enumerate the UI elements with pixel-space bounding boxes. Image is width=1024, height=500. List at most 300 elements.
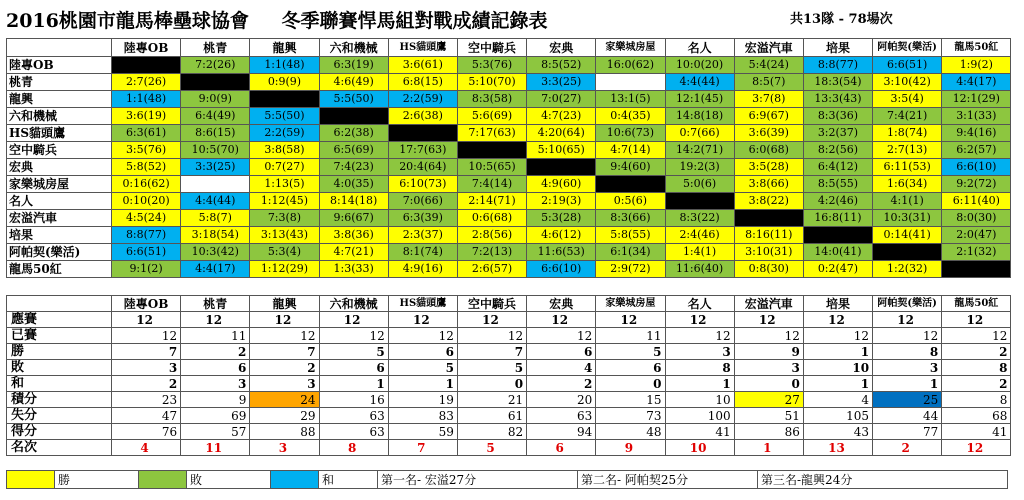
match-cell: 5:8(55): [596, 227, 665, 244]
standings-table: [6, 295, 1011, 456]
stats-value: 0: [734, 376, 803, 392]
match-cell: 3:18(54): [181, 227, 250, 244]
stats-value: 12: [457, 328, 526, 344]
stats-value: 68: [942, 408, 1011, 424]
stats-value: 8: [873, 344, 942, 360]
row-header: 阿帕契(樂活): [7, 244, 112, 261]
match-cell: 3:3(25): [527, 74, 596, 91]
match-cell: 3:2(37): [803, 125, 872, 142]
match-cell: 3:10(42): [873, 74, 942, 91]
match-cell: 3:6(39): [734, 125, 803, 142]
row-header: 培果: [7, 227, 112, 244]
match-cell: 1:4(1): [665, 244, 734, 261]
match-cell: 5:3(76): [457, 57, 526, 74]
match-cell: 2:9(72): [596, 261, 665, 278]
stats-value: 12: [388, 328, 457, 344]
stats-value: 27: [734, 392, 803, 408]
matrix-row: [7, 210, 1011, 227]
match-cell: 4:5(24): [112, 210, 181, 227]
stats-value: 29: [250, 408, 319, 424]
match-cell: 5:3(28): [527, 210, 596, 227]
match-cell: 1:9(2): [942, 57, 1011, 74]
match-cell: 8:16(11): [734, 227, 803, 244]
stats-label: 失分: [7, 408, 112, 424]
match-cell: [250, 91, 319, 108]
match-cell: [527, 159, 596, 176]
column-header: HS貓頭鷹: [388, 39, 457, 57]
stats-value: 12: [250, 328, 319, 344]
stats-value: 7: [388, 440, 457, 456]
stats-value: 12: [596, 312, 665, 328]
stats-value: 3: [873, 360, 942, 376]
match-cell: 5:4(24): [734, 57, 803, 74]
stats-value: 61: [457, 408, 526, 424]
stats-value: 0: [457, 376, 526, 392]
match-cell: 7:2(13): [457, 244, 526, 261]
stats-column-header: 培果: [803, 296, 872, 312]
match-cell: [388, 125, 457, 142]
stats-row-scored: [7, 424, 1011, 440]
match-cell: 7:4(23): [319, 159, 388, 176]
row-header: 六和機械: [7, 108, 112, 125]
stats-value: 12: [457, 312, 526, 328]
column-header: 名人: [665, 39, 734, 57]
stats-value: 11: [181, 328, 250, 344]
stats-value: 94: [527, 424, 596, 440]
stats-value: 12: [665, 312, 734, 328]
match-cell: 14:8(18): [665, 108, 734, 125]
match-cell: 20:4(64): [388, 159, 457, 176]
stats-value: 12: [734, 328, 803, 344]
match-cell: 2:7(13): [873, 142, 942, 159]
stats-value: 5: [596, 344, 665, 360]
match-cell: 0:7(66): [665, 125, 734, 142]
column-header: 阿帕契(樂活): [873, 39, 942, 57]
stats-value: 77: [873, 424, 942, 440]
match-cell: 6:9(67): [734, 108, 803, 125]
stats-value: 12: [181, 312, 250, 328]
stats-value: 7: [457, 344, 526, 360]
match-cell: 0:9(9): [250, 74, 319, 91]
stats-column-header: 陸專OB: [112, 296, 181, 312]
legend-tie-swatch: [271, 471, 319, 489]
stats-column-header: 龍馬50紅: [942, 296, 1011, 312]
match-cell: 0:6(68): [457, 210, 526, 227]
stats-value: 7: [250, 344, 319, 360]
stats-value: 12: [873, 328, 942, 344]
match-cell: 2:0(47): [942, 227, 1011, 244]
second-place-note: 第二名- 阿帕契25分: [578, 471, 758, 489]
match-cell: 6:6(51): [112, 244, 181, 261]
stats-value: 8: [319, 440, 388, 456]
stats-value: 15: [596, 392, 665, 408]
match-cell: 2:14(71): [457, 193, 526, 210]
stats-value: 2: [942, 344, 1011, 360]
match-matrix: [6, 38, 1011, 278]
stats-value: 4: [112, 440, 181, 456]
match-cell: 6:11(40): [942, 193, 1011, 210]
match-cell: 7:0(27): [527, 91, 596, 108]
match-cell: 12:1(45): [665, 91, 734, 108]
stats-value: 12: [527, 328, 596, 344]
stats-corner: [7, 296, 112, 312]
match-cell: 18:3(54): [803, 74, 872, 91]
stats-column-header: 名人: [665, 296, 734, 312]
stats-value: 12: [527, 312, 596, 328]
stats-value: 41: [942, 424, 1011, 440]
match-cell: 3:8(36): [319, 227, 388, 244]
match-cell: 5:6(69): [457, 108, 526, 125]
stats-value: 2: [873, 440, 942, 456]
third-place-note: 第三名-龍興24分: [758, 471, 1008, 489]
matrix-row: [7, 176, 1011, 193]
match-cell: 5:3(4): [250, 244, 319, 261]
match-cell: 9:4(60): [596, 159, 665, 176]
stats-value: 73: [596, 408, 665, 424]
stats-value: 10: [665, 440, 734, 456]
stats-value: 6: [388, 344, 457, 360]
stats-value: 13: [803, 440, 872, 456]
match-cell: [181, 176, 250, 193]
title-main: 2016桃園市龍馬棒壘球協會: [6, 10, 249, 32]
match-cell: 4:0(35): [319, 176, 388, 193]
stats-value: 12: [734, 312, 803, 328]
stats-label: 得分: [7, 424, 112, 440]
match-cell: 2:2(59): [250, 125, 319, 142]
match-cell: 6:6(10): [527, 261, 596, 278]
stats-value: 11: [181, 440, 250, 456]
stats-value: 12: [803, 328, 872, 344]
match-cell: 6:3(61): [112, 125, 181, 142]
match-cell: 6:6(10): [942, 159, 1011, 176]
stats-column-header: 六和機械: [319, 296, 388, 312]
stats-value: 69: [181, 408, 250, 424]
stats-row-rank: [7, 440, 1011, 456]
match-cell: 3:6(19): [112, 108, 181, 125]
match-cell: 8:5(7): [734, 74, 803, 91]
stats-value: 1: [873, 376, 942, 392]
match-cell: 13:3(43): [803, 91, 872, 108]
stats-column-header: 宏溢汽車: [734, 296, 803, 312]
stats-value: 1: [803, 344, 872, 360]
stats-value: 3: [665, 344, 734, 360]
match-cell: 0:7(27): [250, 159, 319, 176]
match-cell: 4:9(60): [527, 176, 596, 193]
stats-value: 10: [665, 392, 734, 408]
row-header: 宏典: [7, 159, 112, 176]
row-header: 空中騎兵: [7, 142, 112, 159]
match-cell: 5:5(50): [250, 108, 319, 125]
match-cell: 16:8(11): [803, 210, 872, 227]
match-cell: 10:3(31): [873, 210, 942, 227]
stats-value: 63: [319, 424, 388, 440]
stats-value: 2: [112, 376, 181, 392]
match-cell: 5:8(52): [112, 159, 181, 176]
stats-value: 105: [803, 408, 872, 424]
match-cell: [457, 142, 526, 159]
stats-value: 3: [112, 360, 181, 376]
match-cell: 4:7(21): [319, 244, 388, 261]
match-cell: 16:0(62): [596, 57, 665, 74]
matrix-row: [7, 227, 1011, 244]
stats-value: 51: [734, 408, 803, 424]
match-cell: 5:5(50): [319, 91, 388, 108]
match-cell: 5:10(70): [457, 74, 526, 91]
row-header: 陸專OB: [7, 57, 112, 74]
stats-value: 6: [181, 360, 250, 376]
column-header: 宏典: [527, 39, 596, 57]
match-cell: 13:1(5): [596, 91, 665, 108]
matrix-row: [7, 244, 1011, 261]
match-cell: 4:4(44): [665, 74, 734, 91]
matrix-row: [7, 74, 1011, 91]
stats-value: 19: [388, 392, 457, 408]
match-cell: 4:9(16): [388, 261, 457, 278]
matrix-row: [7, 159, 1011, 176]
match-cell: 6:4(49): [181, 108, 250, 125]
matrix-row: [7, 193, 1011, 210]
match-cell: 6:10(73): [388, 176, 457, 193]
match-cell: 4:6(49): [319, 74, 388, 91]
stats-value: 1: [388, 376, 457, 392]
row-header: 名人: [7, 193, 112, 210]
match-cell: 1:12(45): [250, 193, 319, 210]
match-cell: 10:6(73): [596, 125, 665, 142]
match-cell: 17:7(63): [388, 142, 457, 159]
stats-row-should: [7, 312, 1011, 328]
stats-value: 1: [734, 440, 803, 456]
match-cell: 4:6(12): [527, 227, 596, 244]
match-cell: [596, 176, 665, 193]
stats-value: 6: [319, 360, 388, 376]
stats-value: 10: [803, 360, 872, 376]
match-cell: 6:2(57): [942, 142, 1011, 159]
stats-value: 44: [873, 408, 942, 424]
stats-value: 100: [665, 408, 734, 424]
stats-value: 6: [527, 440, 596, 456]
match-cell: 7:0(66): [388, 193, 457, 210]
stats-value: 12: [803, 312, 872, 328]
row-header: 宏溢汽車: [7, 210, 112, 227]
legend-loss-swatch: [139, 471, 187, 489]
stats-label: 和: [7, 376, 112, 392]
stats-value: 5: [319, 344, 388, 360]
matrix-row: [7, 125, 1011, 142]
stats-value: 43: [803, 424, 872, 440]
stats-value: 4: [803, 392, 872, 408]
match-cell: 7:3(8): [250, 210, 319, 227]
row-header: 家樂城房屋: [7, 176, 112, 193]
match-cell: 6:6(51): [873, 57, 942, 74]
row-header: 龍興: [7, 91, 112, 108]
match-cell: [112, 57, 181, 74]
match-cell: 8:1(74): [388, 244, 457, 261]
row-header: 龍馬50紅: [7, 261, 112, 278]
stats-value: 12: [112, 312, 181, 328]
stats-value: 88: [250, 424, 319, 440]
stats-value: 12: [665, 328, 734, 344]
match-cell: 6:2(38): [319, 125, 388, 142]
match-cell: 7:17(63): [457, 125, 526, 142]
match-cell: 0:4(35): [596, 108, 665, 125]
match-cell: 1:1(48): [250, 57, 319, 74]
stats-value: 63: [527, 408, 596, 424]
match-cell: 4:7(23): [527, 108, 596, 125]
matrix-row: [7, 261, 1011, 278]
stats-value: 57: [181, 424, 250, 440]
stats-value: 6: [527, 344, 596, 360]
match-cell: 10:3(42): [181, 244, 250, 261]
match-cell: 8:0(30): [942, 210, 1011, 227]
stats-value: 1: [803, 376, 872, 392]
matrix-row: [7, 91, 1011, 108]
match-cell: 3:10(31): [734, 244, 803, 261]
stats-value: 9: [596, 440, 665, 456]
match-cell: 6:5(69): [319, 142, 388, 159]
stats-value: 1: [319, 376, 388, 392]
stats-label: 名次: [7, 440, 112, 456]
match-cell: 3:5(28): [734, 159, 803, 176]
match-cell: 7:2(26): [181, 57, 250, 74]
match-cell: 6:8(15): [388, 74, 457, 91]
match-cell: 1:1(48): [112, 91, 181, 108]
column-header: 龍馬50紅: [942, 39, 1011, 57]
match-cell: 8:5(55): [803, 176, 872, 193]
match-cell: 0:16(62): [112, 176, 181, 193]
stats-value: 9: [181, 392, 250, 408]
column-header: 龍興: [250, 39, 319, 57]
stats-value: 12: [942, 312, 1011, 328]
stats-row-win: [7, 344, 1011, 360]
legend-loss-label: 敗: [187, 471, 271, 489]
match-cell: 3:5(76): [112, 142, 181, 159]
legend: [6, 470, 1008, 489]
stats-value: 20: [527, 392, 596, 408]
match-cell: 5:8(7): [181, 210, 250, 227]
matrix-row: [7, 142, 1011, 159]
match-cell: 6:4(12): [803, 159, 872, 176]
match-cell: 3:5(4): [873, 91, 942, 108]
match-cell: 8:6(15): [181, 125, 250, 142]
stats-value: 12: [250, 312, 319, 328]
match-cell: 3:7(8): [734, 91, 803, 108]
match-cell: [181, 74, 250, 91]
match-cell: 19:2(3): [665, 159, 734, 176]
match-cell: 8:5(52): [527, 57, 596, 74]
match-cell: 12:1(29): [942, 91, 1011, 108]
match-cell: 4:4(17): [942, 74, 1011, 91]
row-header: 桃青: [7, 74, 112, 91]
matrix-row: [7, 57, 1011, 74]
match-cell: 4:4(44): [181, 193, 250, 210]
match-cell: 1:13(5): [250, 176, 319, 193]
stats-column-header: 阿帕契(樂活): [873, 296, 942, 312]
match-cell: [803, 227, 872, 244]
stats-value: 12: [942, 440, 1011, 456]
stats-value: 9: [734, 344, 803, 360]
match-cell: 4:20(64): [527, 125, 596, 142]
match-cell: 0:10(20): [112, 193, 181, 210]
stats-value: 7: [112, 344, 181, 360]
stats-label: 已賽: [7, 328, 112, 344]
match-cell: 1:8(74): [873, 125, 942, 142]
match-cell: 7:4(14): [457, 176, 526, 193]
match-cell: 2:6(38): [388, 108, 457, 125]
match-cell: 11:6(40): [665, 261, 734, 278]
stats-value: 47: [112, 408, 181, 424]
match-cell: 8:3(66): [596, 210, 665, 227]
match-cell: 2:19(3): [527, 193, 596, 210]
stats-value: 3: [181, 376, 250, 392]
match-cell: 2:6(57): [457, 261, 526, 278]
match-cell: 9:1(2): [112, 261, 181, 278]
stats-value: 63: [319, 408, 388, 424]
match-cell: 7:4(21): [873, 108, 942, 125]
legend-win-label: 勝: [55, 471, 139, 489]
match-cell: 0:14(41): [873, 227, 942, 244]
match-cell: 1:2(32): [873, 261, 942, 278]
stats-row-points: [7, 392, 1011, 408]
stats-value: 12: [388, 312, 457, 328]
stats-value: 12: [319, 328, 388, 344]
stats-value: 86: [734, 424, 803, 440]
match-cell: 6:3(39): [388, 210, 457, 227]
match-cell: 5:10(65): [527, 142, 596, 159]
match-cell: 0:8(30): [734, 261, 803, 278]
stats-value: 8: [665, 360, 734, 376]
match-cell: 8:3(58): [457, 91, 526, 108]
stats-column-header: 桃青: [181, 296, 250, 312]
match-cell: 3:6(61): [388, 57, 457, 74]
stats-value: 6: [596, 360, 665, 376]
match-cell: 2:3(37): [388, 227, 457, 244]
match-cell: 10:5(70): [181, 142, 250, 159]
stats-value: 12: [319, 312, 388, 328]
stats-row-tie: [7, 376, 1011, 392]
match-cell: 0:2(47): [803, 261, 872, 278]
match-cell: 3:8(22): [734, 193, 803, 210]
match-cell: 2:8(56): [457, 227, 526, 244]
stats-value: 25: [873, 392, 942, 408]
stats-label: 勝: [7, 344, 112, 360]
match-cell: 2:1(32): [942, 244, 1011, 261]
stats-label: 應賽: [7, 312, 112, 328]
match-cell: 9:0(9): [181, 91, 250, 108]
stats-value: 5: [388, 360, 457, 376]
stats-label: 積分: [7, 392, 112, 408]
stats-value: 21: [457, 392, 526, 408]
match-cell: 9:2(72): [942, 176, 1011, 193]
match-cell: 8:3(36): [803, 108, 872, 125]
match-cell: 3:8(58): [250, 142, 319, 159]
match-cell: 1:12(29): [250, 261, 319, 278]
match-cell: 4:7(14): [596, 142, 665, 159]
row-header: HS貓頭鷹: [7, 125, 112, 142]
match-cell: 6:1(34): [596, 244, 665, 261]
stats-value: 2: [527, 376, 596, 392]
stats-value: 16: [319, 392, 388, 408]
match-cell: 0:5(6): [596, 193, 665, 210]
stats-value: 5: [457, 440, 526, 456]
match-cell: [942, 261, 1011, 278]
match-cell: [665, 193, 734, 210]
match-cell: 3:3(25): [181, 159, 250, 176]
title-sub: 冬季聯賽悍馬組對戰成績記錄表: [281, 10, 548, 32]
first-place-note: 第一名- 宏溢27分: [378, 471, 578, 489]
match-cell: 2:7(26): [112, 74, 181, 91]
stats-column-header: 空中騎兵: [457, 296, 526, 312]
stats-value: 48: [596, 424, 665, 440]
